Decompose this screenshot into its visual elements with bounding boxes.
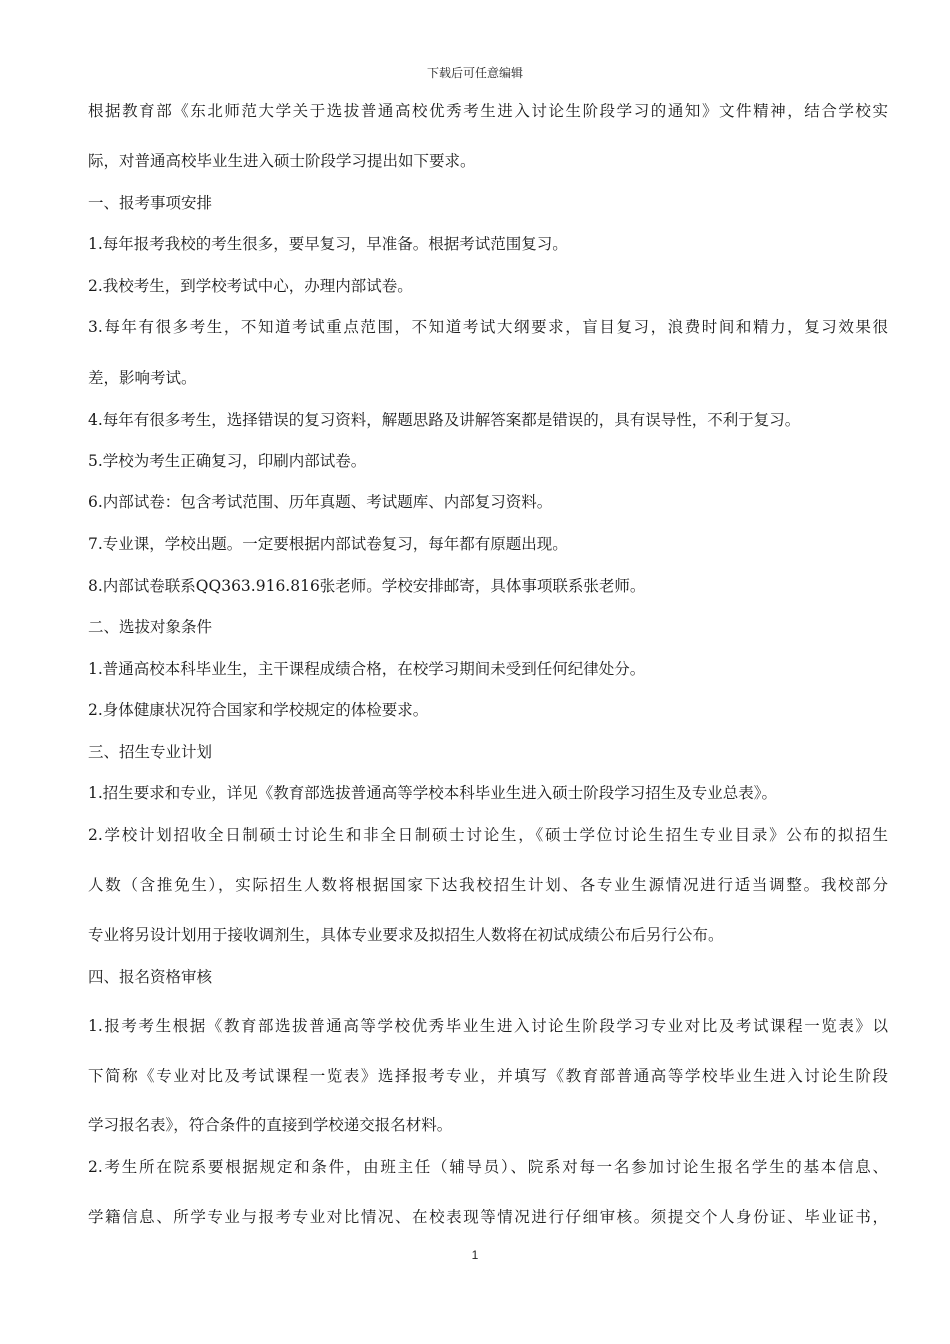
- body-line: 下简称《专业对比及考试课程一览表》选择报考专业，并填写《教育部普通高等学校毕业生进入讨论生阶段: [88, 1067, 888, 1085]
- page-header: 下载后可任意编辑: [426, 66, 523, 80]
- section-heading: 二、选拔对象条件: [88, 618, 213, 636]
- body-line: 际，对普通高校毕业生进入硕士阶段学习提出如下要求。: [88, 152, 476, 170]
- body-line: 1.招生要求和专业，详见《教育部选拔普通高等学校本科毕业生进入硕士阶段学习招生及专业总表》。: [88, 784, 778, 802]
- body-line: 2.考生所在院系要根据规定和条件，由班主任（辅导员）、院系对每一名参加讨论生报名学生的基本信息、: [88, 1158, 888, 1176]
- body-line: 2.学校计划招收全日制硕士讨论生和非全日制硕士讨论生，《硕士学位讨论生招生专业目录》公布的拟招生: [88, 826, 888, 844]
- body-line: 1.报考考生根据《教育部选拔普通高等学校优秀毕业生进入讨论生阶段学习专业对比及考试课程一览表》以: [88, 1017, 888, 1035]
- body-line: 8.内部试卷联系QQ363.916.816张老师。学校安排邮寄，具体事项联系张老师。: [88, 577, 646, 595]
- body-line: 学籍信息、所学专业与报考专业对比情况、在校表现等情况进行仔细审核。须提交个人身份证、毕业证书，: [88, 1208, 888, 1226]
- section-heading: 三、招生专业计划: [88, 743, 213, 761]
- body-line: 5.学校为考生正确复习，印刷内部试卷。: [88, 452, 367, 470]
- section-heading: 一、报考事项安排: [88, 194, 213, 212]
- body-line: 学习报名表》，符合条件的直接到学校递交报名材料。: [88, 1116, 453, 1134]
- section-heading: 四、报名资格审核: [88, 968, 213, 986]
- body-line: 6.内部试卷：包含考试范围、历年真题、考试题库、内部复习资料。: [88, 493, 553, 511]
- body-line: 人数（含推免生），实际招生人数将根据国家下达我校招生计划、各专业生源情况进行适当调整。我校部分: [88, 876, 888, 894]
- body-line: 4.每年有很多考生，选择错误的复习资料，解题思路及讲解答案都是错误的，具有误导性，不利于复习。: [88, 411, 801, 429]
- body-line: 专业将另设计划用于接收调剂生，具体专业要求及拟招生人数将在初试成绩公布后另行公布。: [88, 926, 724, 944]
- page-number: 1: [471, 1248, 479, 1262]
- body-line: 7.专业课，学校出题。一定要根据内部试卷复习，每年都有原题出现。: [88, 535, 568, 553]
- body-line: 3.每年有很多考生，不知道考试重点范围，不知道考试大纲要求，盲目复习，浪费时间和精力，复习效果很: [88, 318, 888, 336]
- body-line: 根据教育部《东北师范大学关于选拔普通高校优秀考生进入讨论生阶段学习的通知》文件精神，结合学校实: [88, 102, 888, 120]
- body-line: 2.我校考生，到学校考试中心，办理内部试卷。: [88, 277, 413, 295]
- body-line: 1.每年报考我校的考生很多，要早复习，早准备。根据考试范围复习。: [88, 235, 568, 253]
- body-line: 差，影响考试。: [88, 369, 197, 387]
- body-line: 1.普通高校本科毕业生，主干课程成绩合格，在校学习期间未受到任何纪律处分。: [88, 660, 646, 678]
- body-line: 2.身体健康状况符合国家和学校规定的体检要求。: [88, 701, 429, 719]
